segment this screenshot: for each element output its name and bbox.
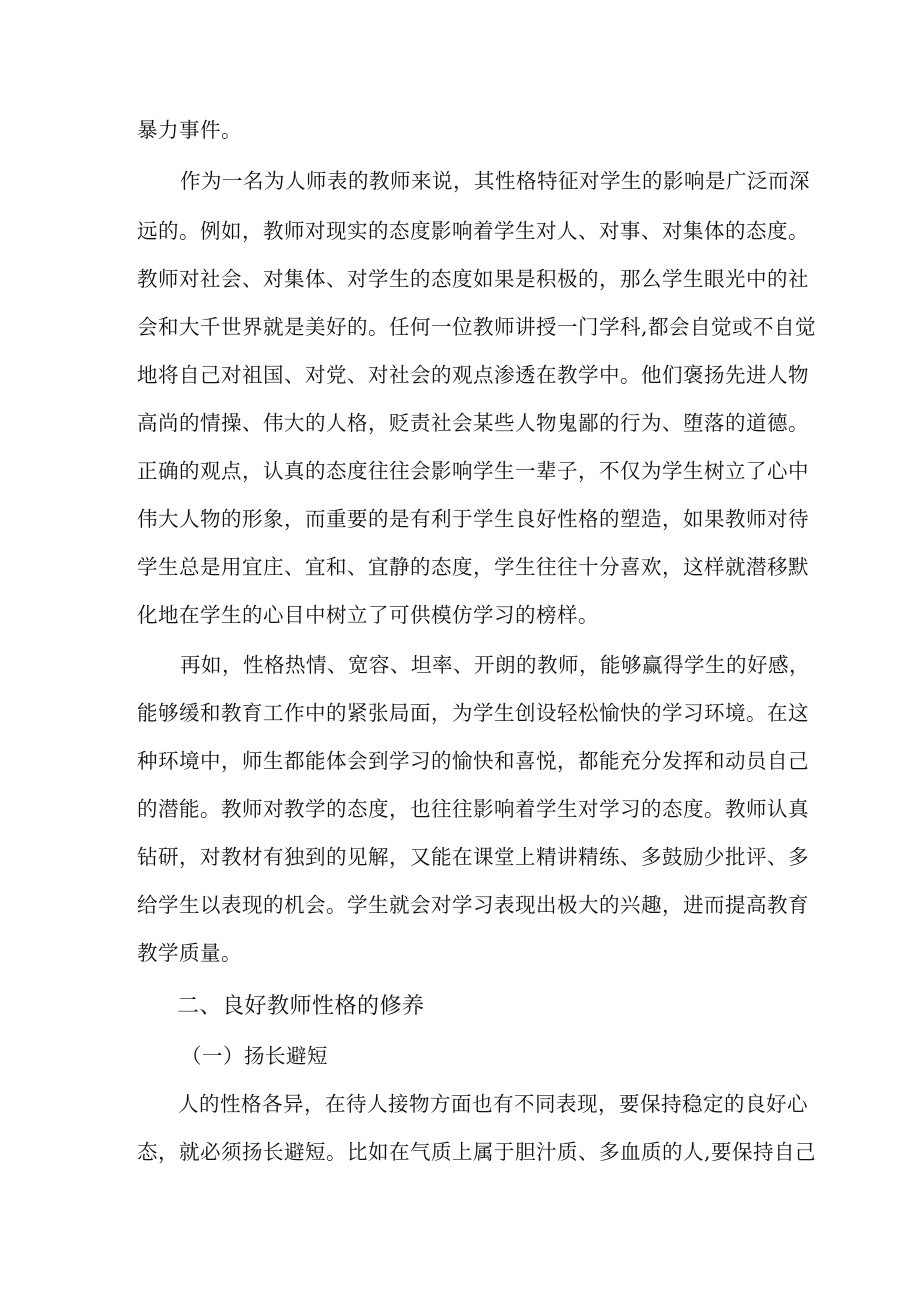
paragraph-line: 种环境中，师生都能体会到学习的愉快和喜悦，都能充分发挥和动员自己 <box>137 749 809 773</box>
paragraph-line: 会和大千世界就是美好的。任何一位教师讲授一门学科,都会自觉或不自觉 <box>137 315 817 339</box>
paragraph-line: 给学生以表现的机会。学生就会对学习表现出极大的兴趣，进而提高教育 <box>137 893 809 917</box>
paragraph-line: 高尚的情操、伟大的人格，贬责社会某些人物鬼鄙的行为、堕落的道德。 <box>137 411 809 435</box>
paragraph-line: 教师对社会、对集体、对学生的态度如果是积极的，那么学生眼光中的社 <box>137 267 809 291</box>
paragraph-line: 再如，性格热情、宽容、坦率、开朗的教师，能够赢得学生的好感， <box>180 653 810 677</box>
paragraph-line: 地将自己对祖国、对党、对社会的观点渗透在教学中。他们褒扬先进人物 <box>137 363 809 387</box>
paragraph-line: 钻研，对教材有独到的见解，又能在课堂上精讲精练、多鼓励少批评、多 <box>137 845 809 869</box>
paragraph-line: 态，就必须扬长避短。比如在气质上属于胆汁质、多血质的人,要保持自己 <box>137 1140 817 1164</box>
paragraph-line: 的潜能。教师对教学的态度，也往往影响着学生对学习的态度。教师认真 <box>137 797 809 821</box>
paragraph-line: 人的性格各异，在待人接物方面也有不同表现，要保持稳定的良好心 <box>178 1092 808 1116</box>
paragraph-line: 化地在学生的心目中树立了可供模仿学习的榜样。 <box>137 603 599 627</box>
paragraph-line: 作为一名为人师表的教师来说，其性格特征对学生的影响是广泛而深 <box>180 169 810 193</box>
section-heading: 二、良好教师性格的修养 <box>177 994 425 1019</box>
paragraph-line: 学生总是用宜庄、宜和、宜静的态度，学生往往十分喜欢，这样就潜移默 <box>137 555 809 579</box>
paragraph-line: 远的。例如，教师对现实的态度影响着学生对人、对事、对集体的态度。 <box>137 219 809 243</box>
paragraph-line: 教学质量。 <box>137 941 242 965</box>
paragraph-line: 能够缓和教育工作中的紧张局面，为学生创设轻松愉快的学习环境。在这 <box>137 701 809 725</box>
paragraph-line: 伟大人物的形象，而重要的是有利于学生良好性格的塑造，如果教师对待 <box>137 507 809 531</box>
subsection-heading: （一）扬长避短 <box>181 1044 328 1068</box>
paragraph-line: 暴力事件。 <box>137 118 242 142</box>
paragraph-line: 正确的观点，认真的态度往往会影响学生一辈子，不仅为学生树立了心中 <box>137 459 809 483</box>
